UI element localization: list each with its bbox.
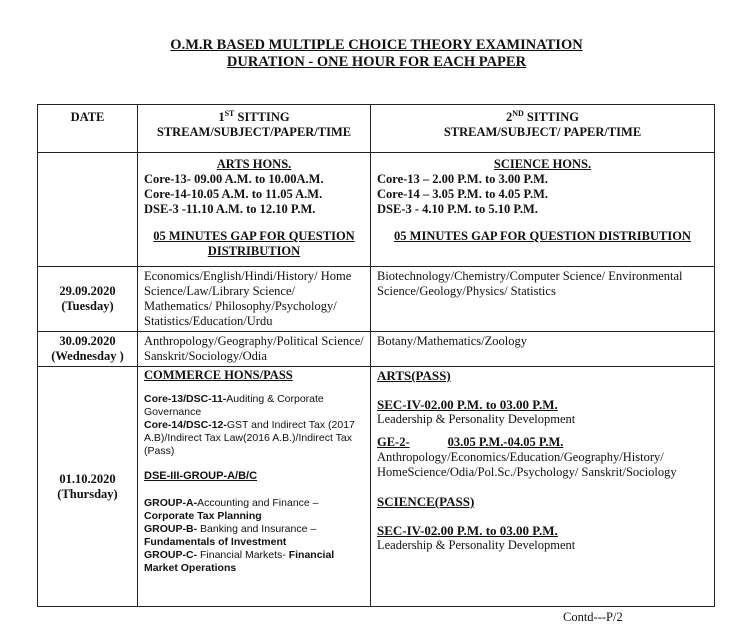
timing-date-cell (38, 153, 138, 267)
group-b-entry: GROUP-B- Banking and Insurance – Fundamentals of Investment (144, 523, 317, 548)
commerce-cell (138, 367, 371, 607)
date-cell: 30.09.2020 (Wednesday ) (38, 332, 138, 367)
science-hons-title: SCIENCE HONS. (493, 157, 592, 171)
sec-iv-science: SEC-IV-02.00 P.M. to 03.00 P.M. (377, 523, 558, 538)
table-row (38, 367, 715, 607)
gap-note: 05 MINUTES GAP FOR QUESTION DISTRIBUTION (394, 229, 691, 243)
group-a-entry: GROUP-A-Accounting and Finance – Corporate Tax Planning (144, 497, 319, 522)
title-line-2: DURATION - ONE HOUR FOR EACH PAPER (226, 54, 527, 70)
dse-title: DSE-III-GROUP-A/B/C (144, 470, 258, 482)
date-cell: 29.09.2020 (Tuesday) (38, 267, 138, 332)
gap-note-cont: DISTRIBUTION (207, 244, 301, 258)
core14-entry: Core-14/DSC-12-GST and Indirect Tax (2017 A.B)/Indirect Tax Law(2016 A.B.)/Indirect Tax (Pass) (144, 419, 355, 457)
science-hons-timing (371, 153, 715, 267)
commerce-title: COMMERCE HONS/PASS (144, 368, 293, 382)
ge-2-line: GE-2- 03.05 P.M.-04.05 P.M. (377, 435, 564, 449)
timing-line: Core-13- 09.00 A.M. to 10.00A.M. (144, 172, 324, 186)
sec-iv-arts: SEC-IV-02.00 P.M. to 03.00 P.M. (377, 397, 558, 412)
title-line-1: O.M.R BASED MULTIPLE CHOICE THEORY EXAMINATION (170, 37, 583, 53)
second-sitting-header: 2ND SITTING STREAM/SUBJECT/ PAPER/TIME (371, 105, 715, 153)
timing-line: Core-14-10.05 A.M. to 11.05 A.M. (144, 187, 323, 201)
table-row (38, 332, 715, 367)
science-pass-title: SCIENCE(PASS) (377, 494, 475, 509)
gap-note: 05 MINUTES GAP FOR QUESTION (153, 229, 355, 243)
continued-note: Contd---P/2 (563, 610, 623, 624)
ge-2-subjects: Anthropology/Economics/Education/Geography/History/ HomeScience/Odia/Pol.Sc./Psychology/ Sanskrit/Sociology (377, 450, 677, 479)
date-cell: 01.10.2020 (Thursday) (38, 367, 138, 607)
sec-iv-arts-paper: Leadership & Personality Development (377, 412, 576, 426)
document-title (0, 37, 753, 71)
timing-line: DSE-3 -11.10 A.M. to 12.10 P.M. (144, 202, 316, 216)
date-header: DATE (38, 105, 138, 153)
second-sitting-subjects: Botany/Mathematics/Zoology (371, 332, 715, 367)
first-sitting-header: 1ST SITTING STREAM/SUBJECT/PAPER/TIME (138, 105, 371, 153)
table-row (38, 267, 715, 332)
timing-row (38, 153, 715, 267)
arts-hons-timing (138, 153, 371, 267)
timing-line: DSE-3 - 4.10 P.M. to 5.10 P.M. (377, 202, 538, 216)
second-sitting-subjects: Biotechnology/Chemistry/Computer Science/ Environmental Science/Geology/Physics/ Statistics (371, 267, 715, 332)
timing-line: Core-13 – 2.00 P.M. to 3.00 P.M. (377, 172, 549, 186)
exam-schedule-table (37, 104, 715, 607)
group-c-entry: GROUP-C- Financial Markets- Financial Market Operations (144, 549, 335, 574)
core13-entry: Core-13/DSC-11-Auditing & Corporate Governance (144, 393, 324, 418)
timing-line: Core-14 – 3.05 P.M. to 4.05 P.M. (377, 187, 549, 201)
first-sitting-subjects: Anthropology/Geography/Political Science/ Sanskrit/Sociology/Odia (138, 332, 371, 367)
sec-iv-science-paper: Leadership & Personality Development (377, 538, 576, 552)
first-sitting-subjects: Economics/English/Hindi/History/ Home Science/Law/Library Science/ Mathematics/ Philosophy/Psychology/ Statistics/Education/Urdu (138, 267, 371, 332)
arts-pass-title: ARTS(PASS) (377, 368, 451, 383)
pass-cell (371, 367, 715, 607)
table-header-row (38, 105, 715, 153)
arts-hons-title: ARTS HONS. (216, 157, 292, 171)
